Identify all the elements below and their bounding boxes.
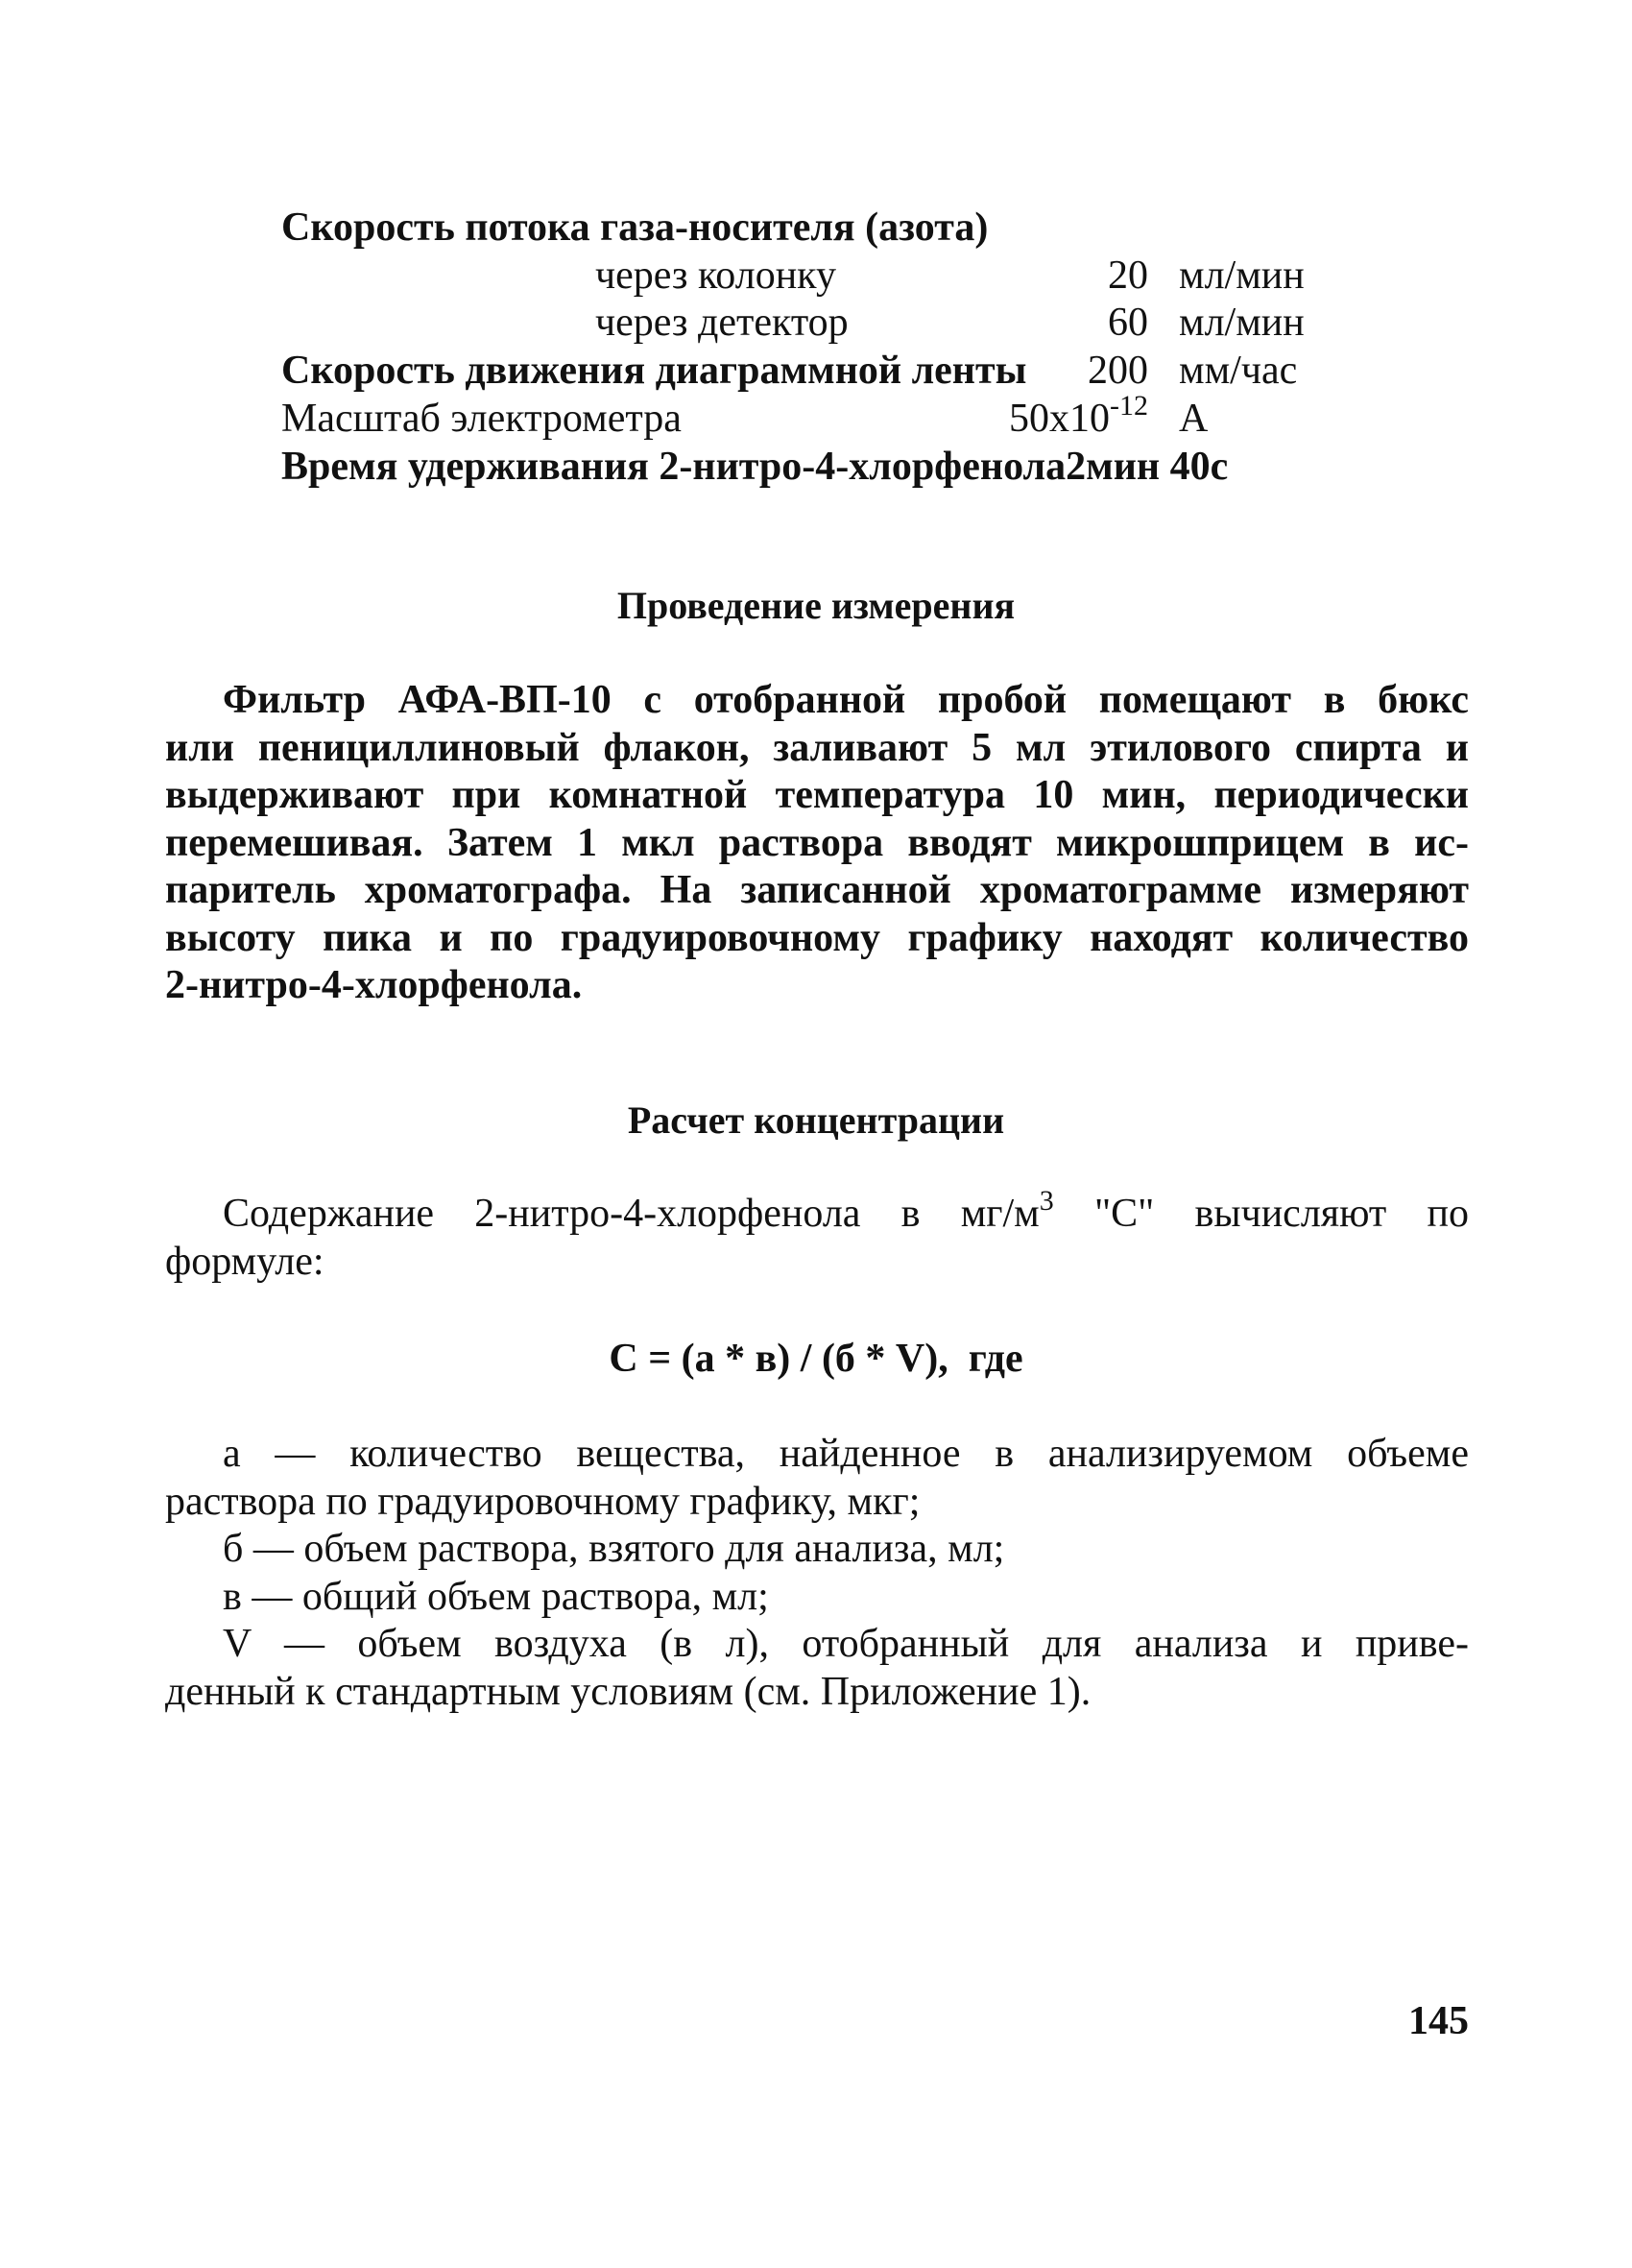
paragraph-line: или пенициллиновый флакон, заливают 5 мл этилового спирта и (165, 725, 1469, 770)
definition-line: в — общий объем раствора, мл; (223, 1574, 769, 1619)
formula: С = (а * в) / (б * V), где (609, 1337, 1023, 1381)
definition-line: а — количество вещества, найденное в анализируемом объеме (223, 1432, 1469, 1476)
paragraph-line: 2-нитро-4-хлорфенола. (165, 963, 583, 1007)
paragraph-line: выдерживают при комнатной температура 10 мин, периодически (165, 773, 1469, 817)
tape-value: 200 (1088, 349, 1148, 393)
scale-value-exponent: -12 (1110, 390, 1148, 422)
calculation-heading: Расчет концентрации (627, 1098, 1005, 1142)
scale-label: Масштаб электрометра (281, 397, 682, 441)
scale-value (960, 390, 1148, 446)
tape-label: Скорость движения диаграммной ленты (281, 349, 1027, 393)
definition-line: денный к стандартным условиям (см. Приложение 1). (165, 1669, 1092, 1714)
intro-line: формуле: (165, 1239, 324, 1284)
paragraph-line: паритель хроматографа. На записанной хроматограмме измеряют (165, 868, 1469, 912)
scale-unit: А (1179, 397, 1209, 441)
calculation-intro (165, 1185, 1469, 1286)
definition-line: раствора по градуировочному графику, мкг; (165, 1479, 921, 1524)
flow-title: Скорость потока газа-носителя (азота) (281, 205, 989, 250)
detector-value: 60 (1108, 301, 1148, 345)
measurement-paragraph (165, 677, 1469, 1010)
column-label: через колонку (595, 253, 836, 298)
paragraph-line: Фильтр АФА-ВП-10 с отобранной пробой помещают в бюкс (223, 678, 1469, 722)
definition-line: V — объем воздуха (в л), отобранный для анализа и приве- (223, 1622, 1469, 1666)
tape-unit: мм/час (1179, 349, 1298, 393)
retention-text: Время удерживания 2-нитро-4-хлорфенола2мин 40с (281, 445, 1229, 489)
paragraph-line: высоту пика и по градуировочному графику находят количество (165, 915, 1469, 960)
definitions-list (165, 1431, 1469, 1716)
scale-value-base: 50x10 (1009, 397, 1110, 441)
measurement-heading: Проведение измерения (616, 584, 1016, 627)
paragraph-line: перемешивая. Затем 1 мкл раствора вводят микрошприцем в ис- (165, 820, 1469, 865)
intro-text-before: Содержание 2-нитро-4-хлорфенола в мг/м (223, 1192, 1040, 1236)
definition-line: б — объем раствора, взятого для анализа, мл; (223, 1527, 1005, 1571)
detector-label: через детектор (595, 301, 849, 345)
intro-line (165, 1185, 1469, 1239)
page-number: 145 (1408, 1999, 1469, 2043)
column-value: 20 (1108, 253, 1148, 298)
column-unit: мл/мин (1179, 253, 1305, 298)
detector-unit: мл/мин (1179, 301, 1305, 345)
intro-text-after: "С" вычисляют по (1053, 1192, 1469, 1236)
intro-superscript: 3 (1039, 1185, 1054, 1217)
